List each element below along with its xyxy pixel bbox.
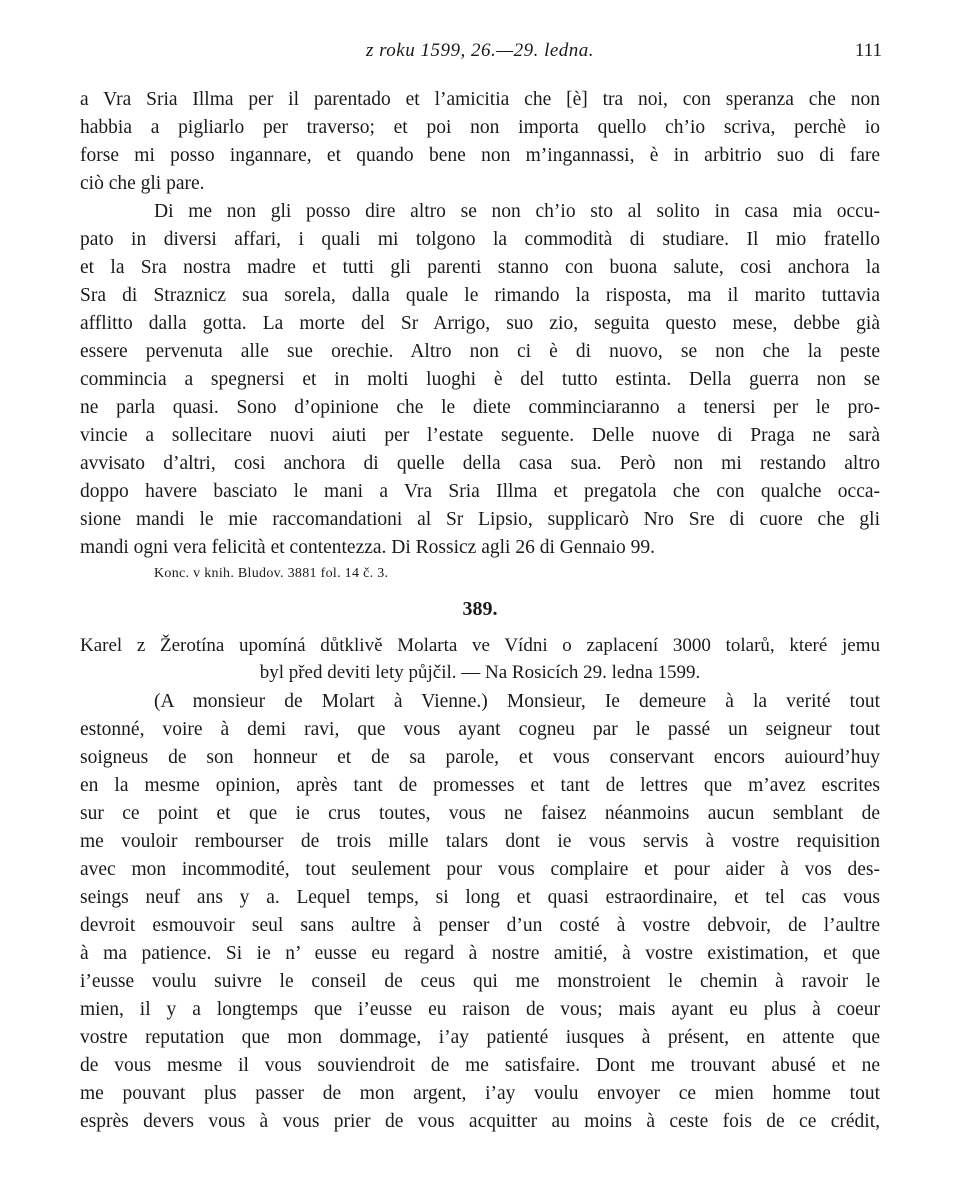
text-line: estonné, voire à demi ravi, que vous ayant cogneu par le passé un seigneur tout — [80, 719, 880, 740]
text-line: mandi ogni vera felicità et contentezza. Di Rossicz agli 26 di Gennaio 99. — [80, 537, 656, 558]
regest — [80, 632, 880, 686]
regest-line: byl před deviti lety půjčil. — Na Rosicích 29. ledna 1599. — [259, 662, 701, 683]
text-line: sione mandi le mie raccomandationi al Sr Lipsio, supplicarò Nro Sre di cuore che gli — [80, 509, 880, 530]
text-line: devroit esmouvoir seul sans aultre à penser d’un costé à vostre debvoir, de l’aultre — [80, 915, 880, 936]
text-line: essere pervenuta alle sue orechie. Altro non ci è di nuovo, se non che la peste — [80, 341, 880, 362]
text-line: à ma patience. Si ie n’ eusse eu regard à nostre amitié, à vostre existimation, et que — [80, 943, 880, 964]
text-line: Di me non gli posso dire altro se non ch’io sto al solito in casa mia occu- — [154, 201, 880, 222]
text-line: (A monsieur de Molart à Vienne.) Monsieur, Ie demeure à la verité tout — [154, 691, 880, 712]
text-line: de vous mesme il vous souviendroit de me satisfaire. Dont me trouvant abusé et ne — [80, 1055, 880, 1076]
text-line: en la mesme opinion, après tant de promesses et tant de lettres que m’avez escrites — [80, 775, 880, 796]
page-header — [0, 40, 960, 70]
text-line: avvisato d’altri, cosi anchora di quelle della casa sua. Però non mi restando altro — [80, 453, 880, 474]
document-number: 389. — [462, 598, 498, 620]
text-line: doppo havere basciato le mani a Vra Sria Illma et pregatola che con qualche occa- — [80, 481, 880, 502]
text-line: vincie a sollecitare nuovi aiuti per l’estate seguente. Delle nuove di Praga ne sarà — [80, 425, 880, 446]
text-line: afflitto dalla gotta. La morte del Sr Arrigo, suo zio, seguita questo mese, debbe già — [80, 313, 880, 334]
text-line: ciò che gli pare. — [80, 173, 205, 194]
source-note: Konc. v knih. Bludov. 3881 fol. 14 č. 3. — [154, 566, 389, 581]
text-line: seings neuf ans y a. Lequel temps, si long et quasi estraordinaire, et tel cas vous — [80, 887, 880, 908]
text-line: mien, il y a longtemps que i’eusse eu raison de vous; mais ayant eu plus à coeur — [80, 999, 880, 1020]
page-number: 111 — [854, 40, 882, 61]
running-title: z roku 1599, 26.—29. ledna. — [365, 40, 595, 61]
text-line: sur ce point et que ie crus toutes, vous ne faisez néanmoins aucun semblant de — [80, 803, 880, 824]
text-line: habbia a pigliarlo per traverso; et poi non importa quello ch’io scriva, perchè io — [80, 117, 880, 138]
text-line: i’eusse voulu suivre le conseil de ceus qui me monstroient le chemin à ravoir le — [80, 971, 880, 992]
regest-line: Karel z Žerotína upomíná důtklivě Molarta ve Vídni o zaplacení 3000 tolarů, které jemu — [80, 635, 880, 656]
text-line: a Vra Sria Illma per il parentado et l’amicitia che [è] tra noi, con speranza che non — [80, 89, 880, 110]
text-line: me vouloir rembourser de trois mille talars dont ie vous servis à vostre requisition — [80, 831, 880, 852]
text-line: esprès devers vous à vous prier de vous acquitter au moins à ceste fois de ce crédit, — [80, 1111, 880, 1132]
text-line: pato in diversi affari, i quali mi tolgono la commodità di studiare. Il mio fratello — [80, 229, 880, 250]
continuation-text — [80, 86, 880, 562]
text-line: me pouvant plus passer de mon argent, i’ay voulu envoyer ce mien homme tout — [80, 1083, 880, 1104]
text-line: Sra di Straznicz sua sorela, dalla quale le rimando la risposta, ma il marito tuttavia — [80, 285, 880, 306]
text-line: soigneus de son honneur et de sa parole, et vous conservant encors auiourd’huy — [80, 747, 880, 768]
text-line: vostre reputation que mon dommage, i’ay patienté iusques à présent, en attente que — [80, 1027, 880, 1048]
text-line: comminciа a spegnersi et in molti luoghi è del tutto estinta. Della guerra non se — [80, 369, 880, 390]
text-line: ne parla quasi. Sono d’opinione che le diete comminciaranno a tenersi per le pro- — [80, 397, 880, 418]
letter-body — [80, 688, 880, 1136]
text-line: forse mi posso ingannare, et quando bene non m’ingannassi, è in arbitrio suo di fare — [80, 145, 880, 166]
text-line: et la Sra nostra madre et tutti gli parenti stanno con buona salute, cosi anchora la — [80, 257, 880, 278]
text-line: avec mon incommodité, tout seulement pour vous complaire et pour aider à vos des- — [80, 859, 880, 880]
